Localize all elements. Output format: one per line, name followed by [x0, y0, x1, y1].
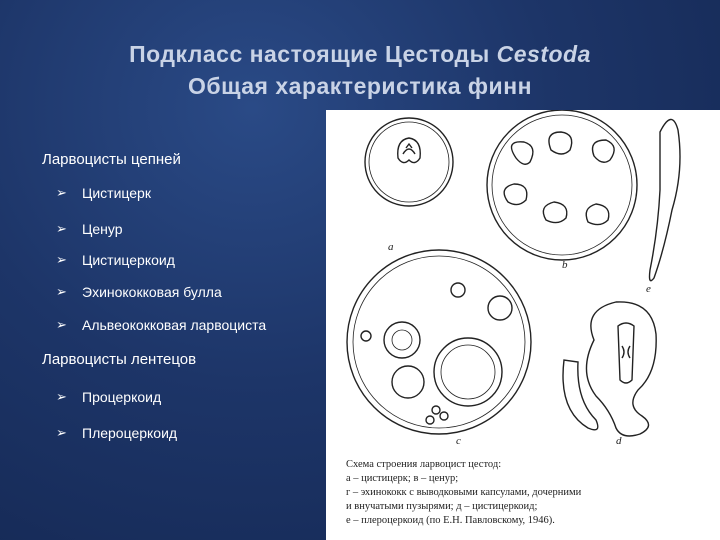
larvocyst-drawing — [326, 110, 720, 455]
list-item-label: Эхинококковая булла — [82, 284, 222, 300]
list-item-label: Цистицерк — [82, 185, 151, 201]
list-item-label: Процеркоид — [82, 389, 162, 405]
label-a: а — [388, 241, 394, 253]
caption-line: г – эхинококк с выводковыми капсулами, дочерними — [346, 487, 582, 498]
list-item — [56, 220, 123, 238]
list-item-label: Ценур — [82, 221, 123, 237]
arrow-bullet-icon: ➢ — [56, 221, 67, 236]
section-heading-tapeworms: Ларвоцисты цепней — [42, 151, 181, 168]
echinococcus-drawing — [347, 250, 531, 434]
list-item — [56, 251, 175, 269]
title-line-1 — [60, 38, 660, 70]
plerocercoid-drawing — [650, 119, 681, 280]
arrow-bullet-icon: ➢ — [56, 317, 67, 332]
label-e: e — [646, 283, 651, 295]
list-item — [56, 388, 161, 406]
section-heading-broad-tapeworms: Ларвоцисты лентецов — [42, 351, 197, 368]
list-item-label: Плероцеркоид — [82, 425, 178, 441]
title-line-1-text: Подкласс настоящие Цестоды — [129, 41, 497, 67]
label-d: d — [616, 435, 622, 447]
title-latin-name: Cestoda — [496, 41, 591, 67]
arrow-bullet-icon: ➢ — [56, 252, 67, 267]
arrow-bullet-icon: ➢ — [56, 425, 67, 440]
arrow-bullet-icon: ➢ — [56, 389, 67, 404]
arrow-bullet-icon: ➢ — [56, 284, 67, 299]
slide-title — [60, 38, 660, 102]
label-c: c — [456, 435, 461, 447]
caption-line: и внучатыми пузырями; д – цистицеркоид; — [346, 501, 538, 512]
figure-caption — [346, 458, 706, 528]
larvocyst-diagram — [326, 110, 720, 540]
cysticercoid-drawing — [563, 302, 656, 436]
label-b: b — [562, 259, 568, 271]
list-item — [56, 424, 177, 442]
list-item-label: Цистицеркоид — [82, 252, 175, 268]
arrow-bullet-icon: ➢ — [56, 185, 67, 200]
list-item — [56, 184, 151, 202]
caption-line: а – цистицерк; в – ценур; — [346, 473, 459, 484]
list-item — [56, 316, 266, 334]
coenurus-drawing — [487, 110, 637, 260]
list-item-label: Альвеококковая ларвоциста — [82, 317, 267, 333]
title-line-2: Общая характеристика финн — [187, 73, 532, 99]
cysticercus-drawing — [365, 118, 453, 206]
caption-line: е – плероцеркоид (по Е.Н. Павловскому, 1946). — [346, 515, 555, 526]
list-item — [56, 283, 222, 301]
caption-line: Схема строения ларвоцист цестод: — [346, 459, 502, 470]
